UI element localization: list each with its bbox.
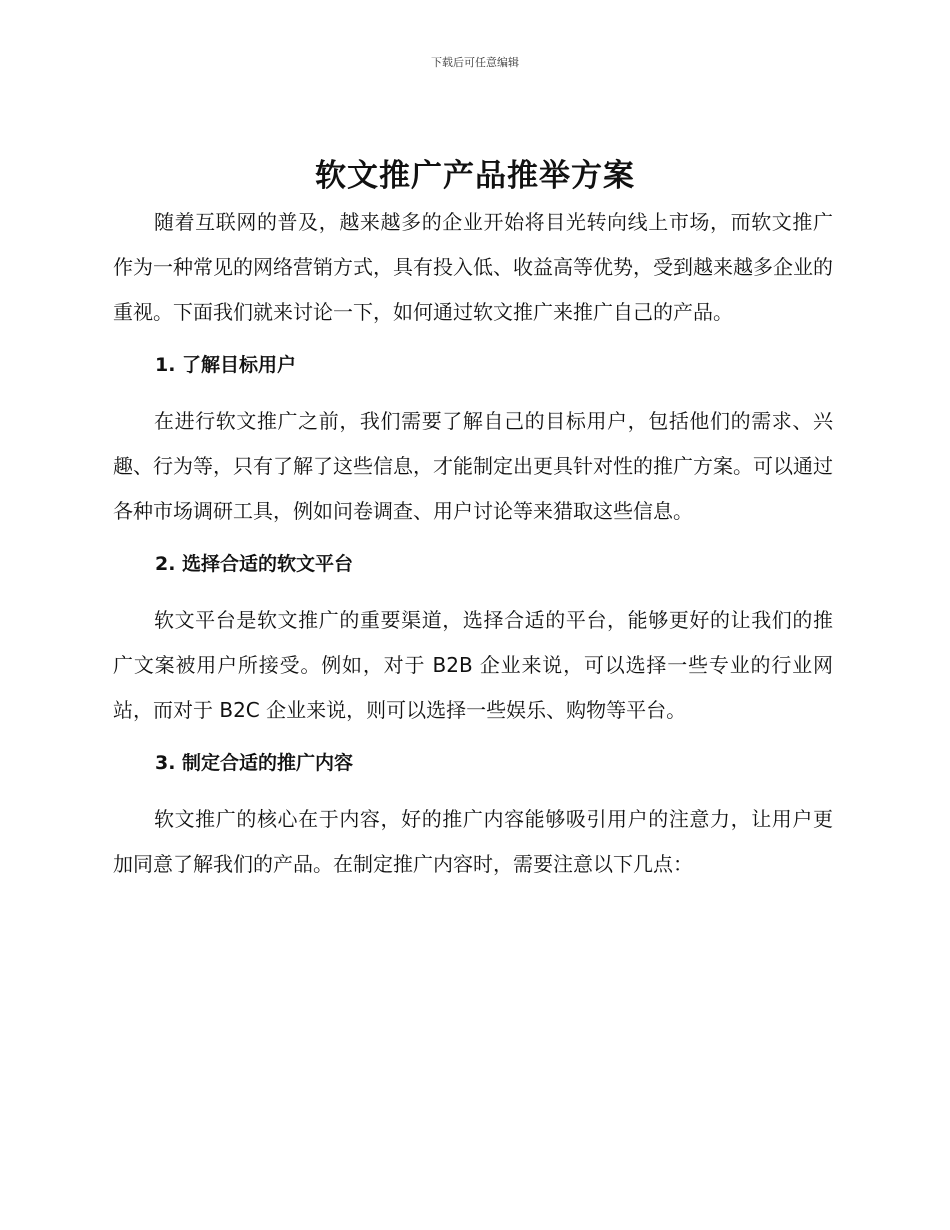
- section-3-paragraph: 软文推广的核心在于内容，好的推广内容能够吸引用户的注意力，让用户更加同意了解我们的产品。在制定推广内容时，需要注意以下几点：: [113, 807, 833, 876]
- intro-paragraph: 随着互联网的普及，越来越多的企业开始将目光转向线上市场，而软文推广作为一种常见的网络营销方式，具有投入低、收益高等优势，受到越来越多企业的重视。下面我们就来讨论一下，如何通过软文推广来推广自己的产品。: [113, 210, 833, 324]
- section-3-heading: 3. 制定合适的推广内容: [155, 752, 354, 774]
- section-2-paragraph: 软文平台是软文推广的重要渠道，选择合适的平台，能够更好的让我们的推广文案被用户所接受。例如，对于 B2B 企业来说，可以选择一些专业的行业网站，而对于 B2C 企业来说，则可以选择一些娱乐、购物等平台。: [113, 608, 833, 722]
- section-1-heading: 1. 了解目标用户: [155, 354, 297, 376]
- header-note: 下载后可任意编辑: [431, 56, 519, 69]
- section-2-heading: 2. 选择合适的软文平台: [155, 553, 354, 575]
- document-title: 软文推广产品推举方案: [315, 158, 635, 194]
- document-body: [113, 200, 833, 887]
- section-1-paragraph: 在进行软文推广之前，我们需要了解自己的目标用户，包括他们的需求、兴趣、行为等，只有了解了这些信息，才能制定出更具针对性的推广方案。可以通过各种市场调研工具，例如问卷调查、用户讨论等来猎取这些信息。: [113, 409, 833, 523]
